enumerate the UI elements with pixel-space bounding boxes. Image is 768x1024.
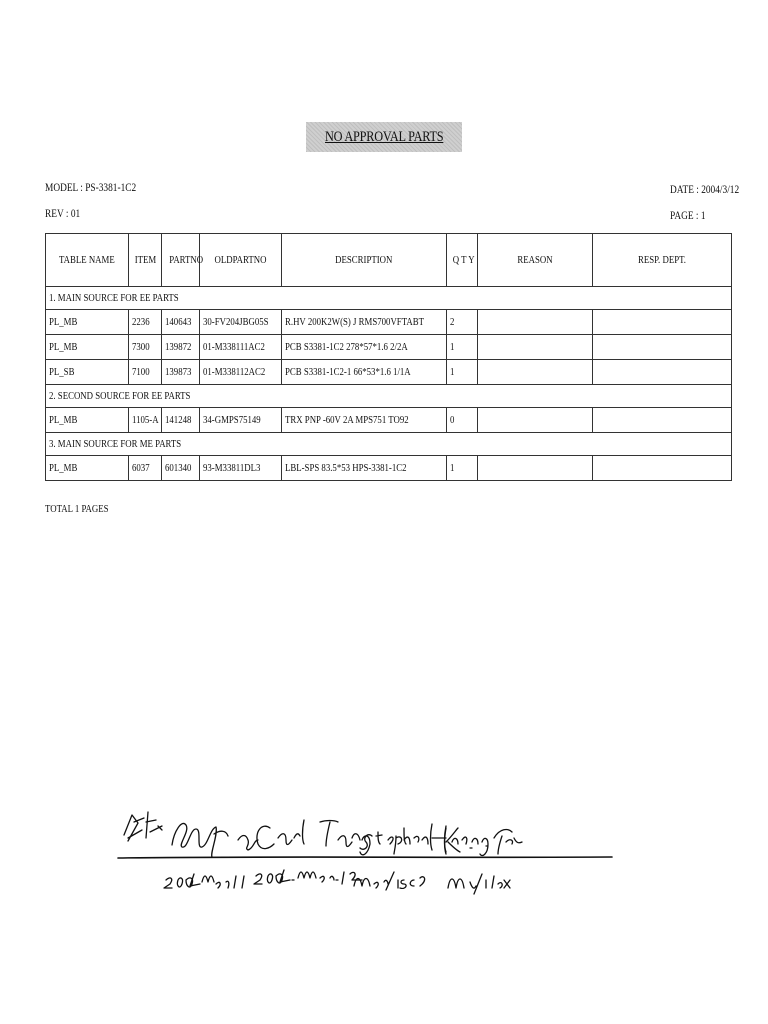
cell-partno: 140643	[162, 310, 200, 335]
col-header-description: DESCRIPTION	[282, 234, 447, 287]
cell-item: 7100	[129, 360, 162, 385]
cell-table-name: PL_MB	[46, 456, 129, 481]
model-label: MODEL : PS-3381-1C2	[45, 180, 137, 194]
col-header-table-name: TABLE NAME	[46, 234, 129, 287]
col-header-partno: PARTNO	[162, 234, 200, 287]
total-pages: TOTAL 1 PAGES	[45, 503, 109, 515]
document-title: NO APPROVAL PARTS	[324, 128, 444, 145]
cell-qty: 1	[447, 360, 478, 385]
rev-label: REV : 01	[45, 206, 81, 220]
date-label: DATE : 2004/3/12	[670, 182, 740, 196]
cell-oldpartno: 30-FV204JBG05S	[200, 310, 282, 335]
cell-partno: 139872	[162, 335, 200, 360]
cell-oldpartno: 01-M338111AC2	[200, 335, 282, 360]
cell-qty: 0	[447, 408, 478, 433]
cell-description: R.HV 200K2W(S) J RMS700VFTABT	[282, 310, 447, 335]
cell-description: PCB S3381-1C2 278*57*1.6 2/2A	[282, 335, 447, 360]
cell-description: TRX PNP -60V 2A MPS751 TO92	[282, 408, 447, 433]
cell-table-name: PL_SB	[46, 360, 129, 385]
col-header-qty: Q T Y	[447, 234, 478, 287]
cell-description: LBL-SPS 83.5*53 HPS-3381-1C2	[282, 456, 447, 481]
cell-item: 7300	[129, 335, 162, 360]
col-header-reason: REASON	[478, 234, 593, 287]
cell-qty: 2	[447, 310, 478, 335]
cell-table-name: PL_MB	[46, 335, 129, 360]
section-heading: 3. MAIN SOURCE FOR ME PARTS	[46, 433, 732, 456]
cell-item: 1105-A	[129, 408, 162, 433]
cell-table-name: PL_MB	[46, 408, 129, 433]
cell-qty: 1	[447, 456, 478, 481]
section-heading: 1. MAIN SOURCE FOR EE PARTS	[46, 287, 732, 310]
col-header-item: ITEM	[129, 234, 162, 287]
page-label: PAGE : 1	[670, 208, 706, 222]
cell-qty: 1	[447, 335, 478, 360]
cell-item: 2236	[129, 310, 162, 335]
cell-partno: 601340	[162, 456, 200, 481]
cell-partno: 139873	[162, 360, 200, 385]
col-header-resp-dept: RESP. DEPT.	[593, 234, 732, 287]
cell-oldpartno: 01-M338112AC2	[200, 360, 282, 385]
cell-table-name: PL_MB	[46, 310, 129, 335]
cell-partno: 141248	[162, 408, 200, 433]
cell-oldpartno: 93-M33811DL3	[200, 456, 282, 481]
cell-item: 6037	[129, 456, 162, 481]
col-header-oldpartno: OLDPARTNO	[200, 234, 282, 287]
cell-description: PCB S3381-1C2-1 66*53*1.6 1/1A	[282, 360, 447, 385]
cell-oldpartno: 34-GMPS75149	[200, 408, 282, 433]
section-heading: 2. SECOND SOURCE FOR EE PARTS	[46, 385, 732, 408]
